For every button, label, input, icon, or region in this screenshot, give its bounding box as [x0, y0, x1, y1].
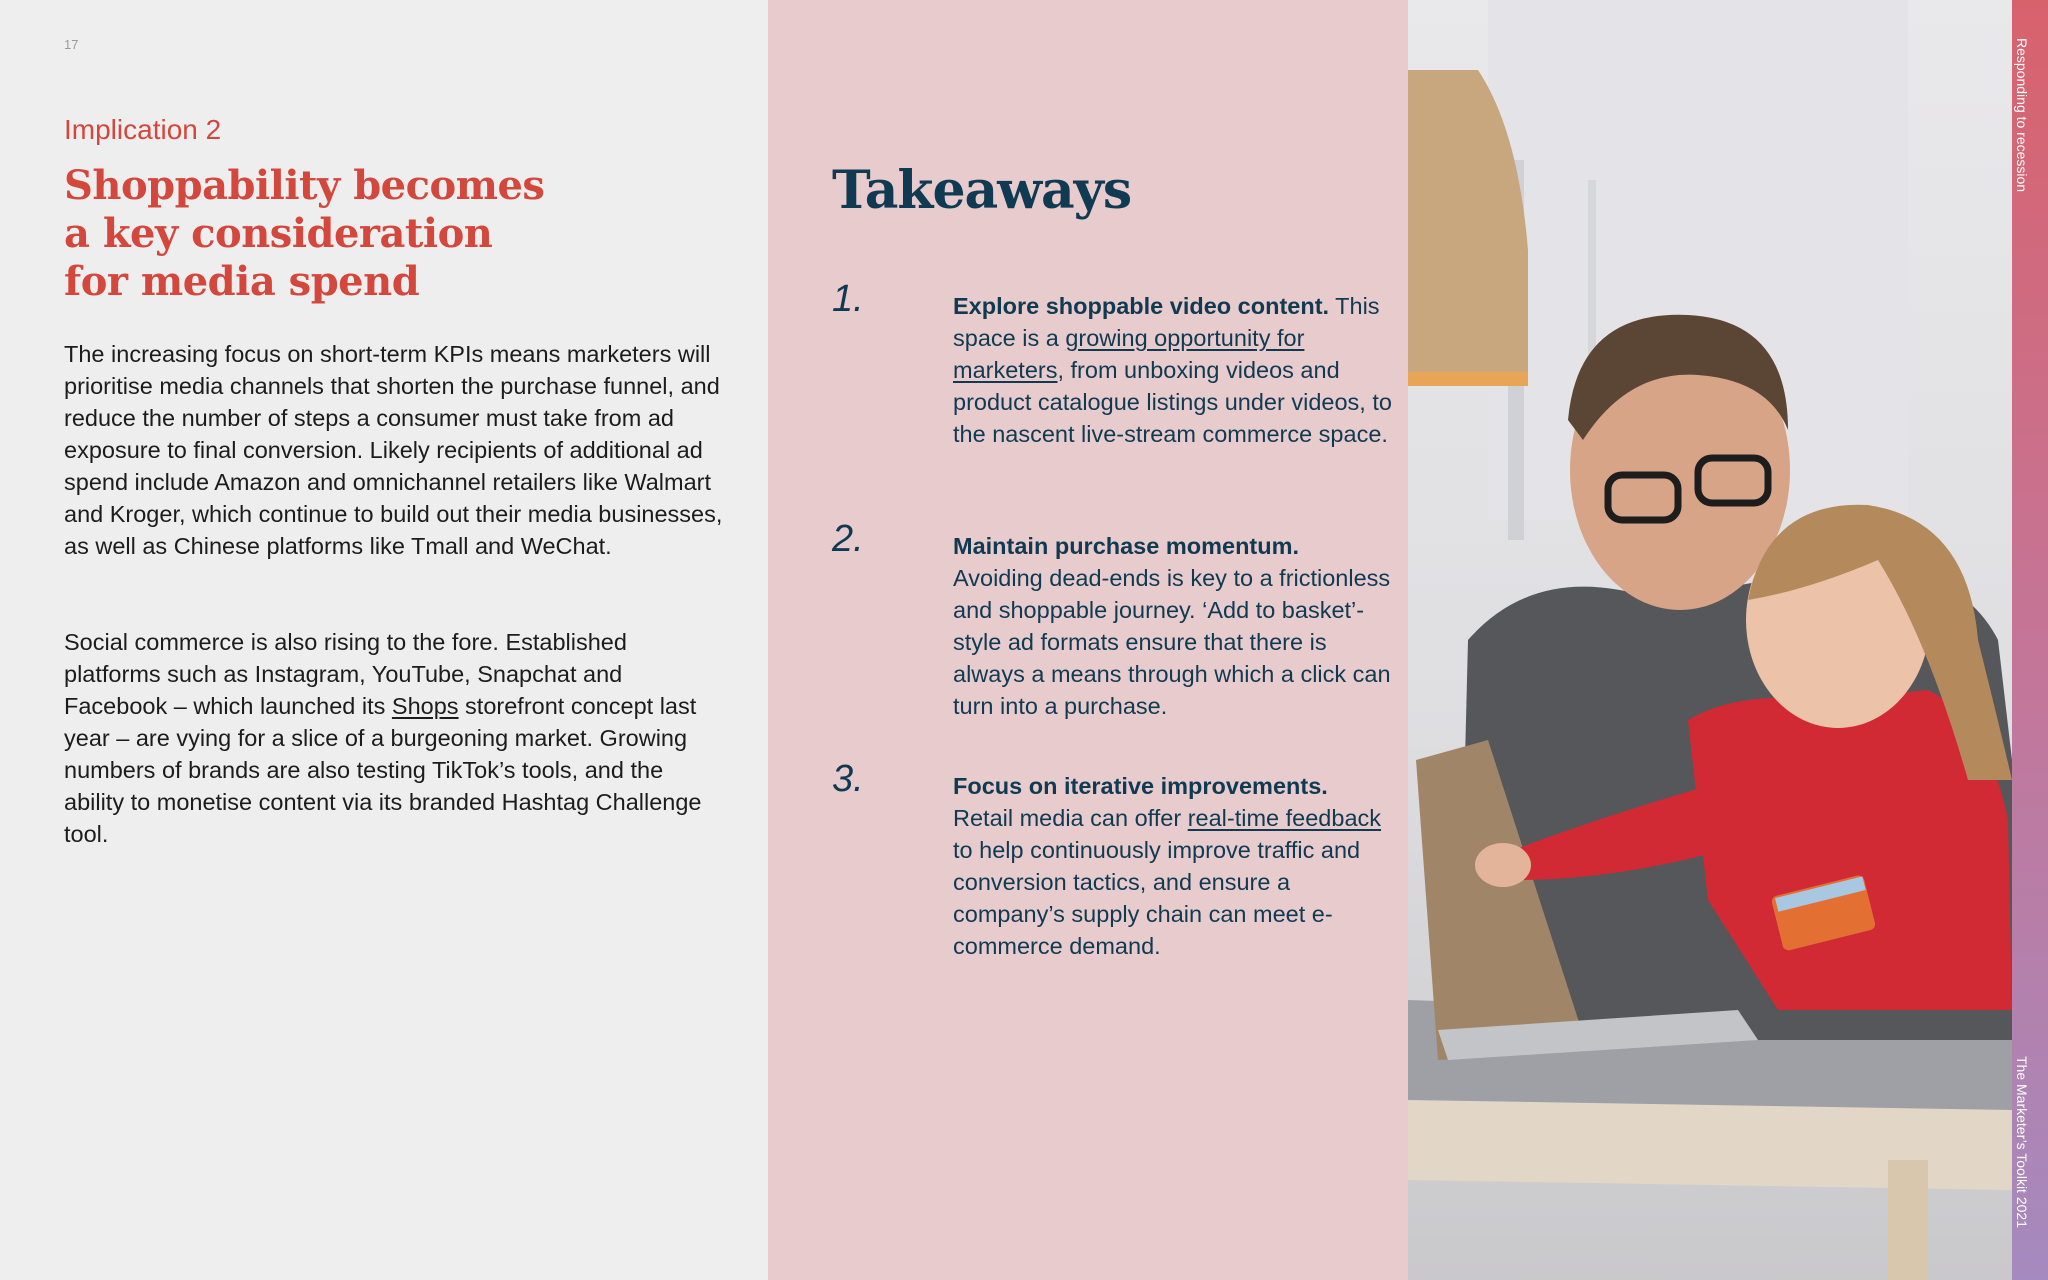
takeaway-heading: Maintain purchase momentum. [953, 533, 1300, 559]
paragraph-text: Social commerce is also rising to the fore. Established platforms such as Instagram, YouTube, Snapchat and Facebook – which launched its [64, 629, 627, 719]
takeaway-number: 2. [832, 518, 864, 560]
shops-link[interactable]: Shops [391, 693, 459, 719]
left-column [0, 0, 768, 1280]
takeaway-text [953, 290, 1393, 450]
takeaways-panel [768, 0, 1408, 1280]
body-paragraph-1: The increasing focus on short-term KPIs means marketers will prioritise media channels that shorten the purchase funnel, and reduce the number of steps a consumer must take from ad exposure to final conversion. Likely recipients of additional ad spend include Amazon and omnichannel retailers like Walmart and Kroger, which continue to build out their media businesses, as well as Chinese platforms like Tmall and WeChat. [64, 341, 723, 559]
table-leg [1888, 1160, 1928, 1280]
paragraph-text: storefront concept last year – are vying for a slice of a burgeoning market. Growing numbers of brands are also testing TikTok’s tools, and the ability to monetise content via its branded Hashtag Challenge tool. [64, 693, 702, 847]
headline-line: Shoppability becomes [64, 162, 545, 209]
takeaway-body: Retail media can offer [953, 805, 1188, 831]
body-paragraph-2 [64, 626, 724, 850]
takeaway-heading: Explore shoppable video content. [953, 293, 1330, 319]
headline-line: a key consideration [64, 210, 493, 257]
takeaway-body: , from unboxing videos and product catalogue listings under videos, to the nascent live-stream commerce space. [953, 357, 1392, 447]
section-label: Responding to recession [2014, 38, 2030, 193]
takeaway-body: to help continuously improve traffic and conversion tactics, and ensure a company’s supply chain can meet e-commerce demand. [953, 837, 1361, 959]
hero-photo [1408, 0, 2012, 1280]
real-time-feedback-link[interactable]: real-time feedback [1187, 805, 1382, 831]
takeaway-number: 3. [832, 758, 864, 800]
photo-illustration [1408, 0, 2012, 1280]
headline-line: for media spend [64, 258, 420, 305]
lamp-glow [1408, 372, 1528, 386]
page-headline [64, 162, 704, 306]
takeaway-body: Avoiding dead-ends is key to a frictionless and shoppable journey. ‘Add to basket’-style ad formats ensure that there is always a means through which a click can turn into a purchase. [953, 565, 1391, 719]
takeaway-heading: Focus on iterative improvements. [953, 773, 1328, 799]
takeaway-text [953, 770, 1393, 962]
takeaway-body: This space is a [953, 293, 1380, 351]
takeaways-title: Takeaways [832, 160, 1132, 221]
girl-hand [1475, 843, 1531, 887]
growing-opportunity-link[interactable]: growing opportunity for marketers [953, 325, 1305, 383]
page-number: 17 [64, 37, 79, 52]
takeaway-number: 1. [832, 278, 864, 320]
publication-label: The Marketer’s Toolkit 2021 [2014, 1056, 2030, 1228]
implication-kicker: Implication 2 [64, 114, 222, 145]
takeaway-text [953, 530, 1393, 722]
